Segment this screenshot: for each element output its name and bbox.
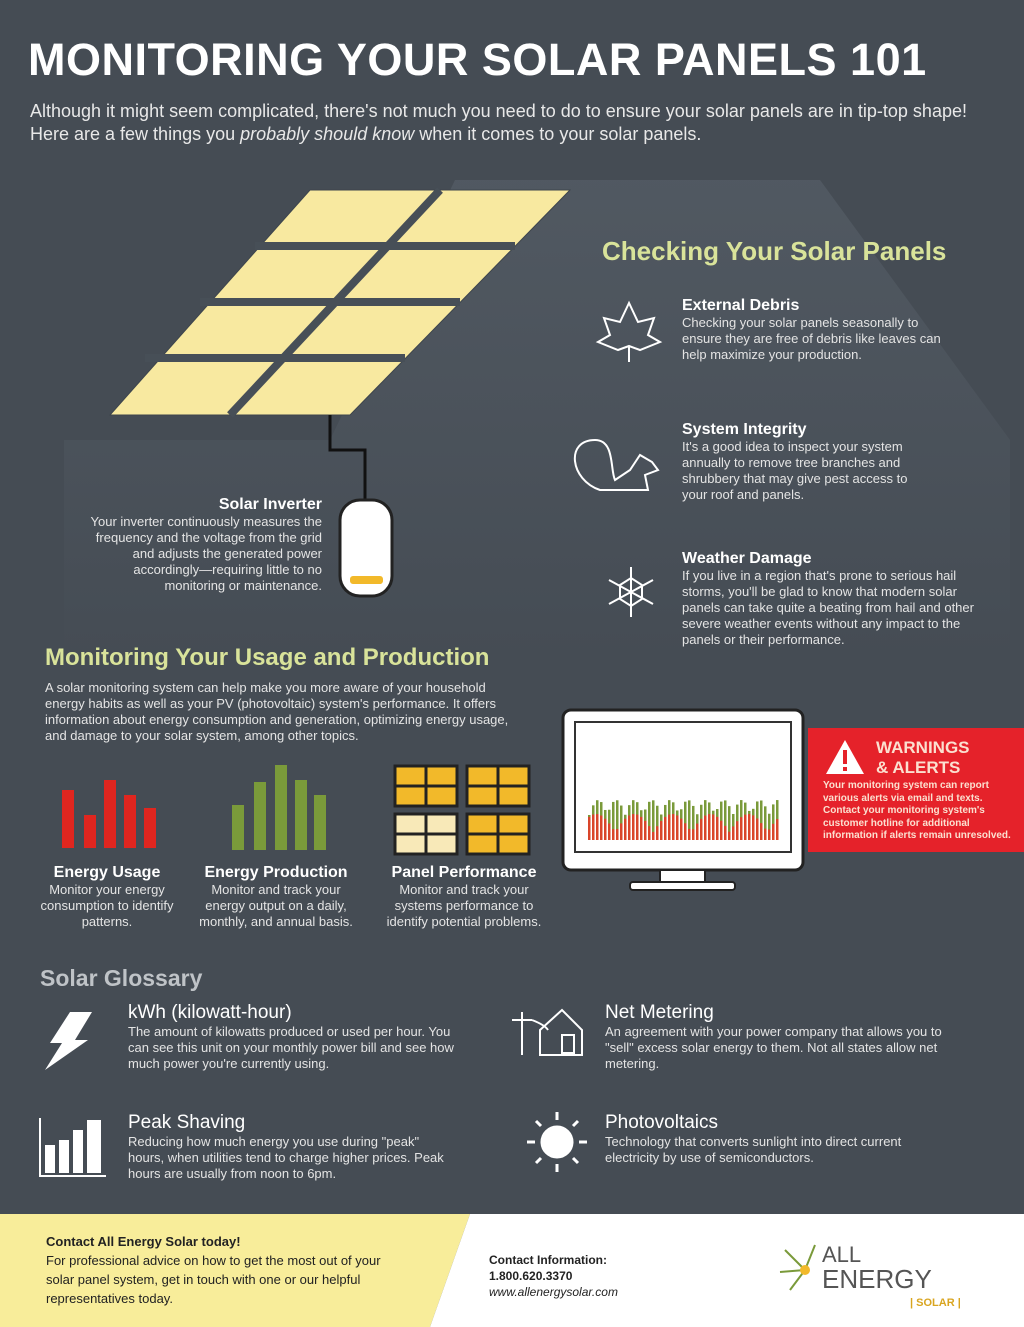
monitor-graph-bar [680, 819, 683, 840]
checking-item-integrity: System Integrity It's a good idea to inspect your system annually to remove tree branches and shrubbery that may give pest access to your roof and panels. [682, 421, 908, 502]
monitor-graph-bar [628, 816, 631, 840]
usage-heading: Monitoring Your Usage and Production [45, 644, 490, 671]
monitor-graph-bar [648, 826, 651, 840]
monitor-graph-bar [700, 819, 703, 840]
monitor-graph-bar [740, 817, 743, 840]
monitor-icon [563, 710, 803, 890]
monitor-graph-bar [728, 832, 731, 840]
monitor-graph-bar [748, 814, 751, 840]
monitor-graph-bar [684, 823, 687, 840]
intro-text: Although it might seem complicated, there's not much you need to do to ensure your solar panels are in tip-top shape! Here are a few things you probably should know when it comes to your solar panels. [30, 101, 967, 144]
monitor-graph-bar [616, 829, 619, 840]
monitor-graph-bar [608, 824, 611, 840]
monitor-graph-bar [612, 829, 615, 840]
glossary-item-kwh: kWh (kilowatt-hour) The amount of kilowatts produced or used per hour. You can see this unit on your monthly power bill and see how much power you're currently using. [128, 1002, 454, 1071]
monitor-graph-bar [736, 821, 739, 840]
sun-icon [527, 1112, 587, 1172]
energy-usage-bars-icon [62, 780, 156, 848]
monitor-graph-bar [668, 815, 671, 840]
footer-contact: Contact Information: 1.800.620.3370 www.allenergysolar.com [489, 1253, 618, 1299]
monitor-graph-bar [656, 826, 659, 840]
page-title: MONITORING YOUR SOLAR PANELS 101 [28, 34, 927, 85]
panel-performance-icon [395, 766, 529, 854]
monitor-graph-bar [776, 819, 779, 840]
monitor-graph-bar [676, 815, 679, 840]
glossary-item-peak-shaving: Peak Shaving Reducing how much energy you use during "peak" hours, when utilities tend to charge higher prices. Peak hours are usually from noon to 6pm. [128, 1112, 444, 1181]
lightning-icon [45, 1012, 92, 1070]
phone-number[interactable]: 1.800.620.3370 [489, 1269, 573, 1283]
monitor-graph-bar [592, 815, 595, 840]
monitor-graph-bar [732, 826, 735, 840]
monitor-graph-bar [672, 814, 675, 840]
monitor-graph-bar [724, 826, 727, 840]
glossary-heading: Solar Glossary [40, 965, 203, 991]
monitor-graph-bar [704, 816, 707, 840]
monitor-graph-bar [692, 829, 695, 840]
monitor-graph-bar [752, 815, 755, 840]
usage-item-energy-production: Energy Production Monitor and track your energy output on a daily, monthly, and annual basis. [199, 864, 353, 929]
monitor-graph-bar [664, 817, 667, 840]
monitor-graph-bar [624, 819, 627, 840]
inverter-icon [340, 500, 392, 596]
monitor-graph-bar [588, 817, 591, 840]
monitor-graph-bar [716, 817, 719, 840]
usage-item-energy-usage: Energy Usage Monitor your energy consumption to identify patterns. [40, 864, 174, 929]
all-energy-logo: ALL ENERGY | SOLAR | [822, 1242, 961, 1309]
glossary-item-photovoltaics: Photovoltaics Technology that converts sunlight into direct current electricity by use of semiconductors. [605, 1112, 902, 1165]
monitor-graph-bar [636, 815, 639, 840]
monitor-graph-bar [644, 821, 647, 840]
bar-chart-icon [40, 1118, 106, 1176]
monitor-graph-bar [764, 829, 767, 840]
checking-heading: Checking Your Solar Panels [602, 236, 947, 266]
monitor-graph-bar [720, 821, 723, 840]
monitor-graph-bar [708, 814, 711, 840]
monitor-graph-bar [756, 819, 759, 840]
monitor-graph-bar [772, 824, 775, 840]
monitor-graph-bar [744, 815, 747, 840]
warnings-alerts-box: WARNINGS & ALERTS Your monitoring system can report various alerts via email and texts. Contact your monitoring system's customer hotline for additional information if alerts remain unresolved. [808, 728, 1024, 852]
monitor-graph-bar [712, 814, 715, 840]
monitor-graph-bar [632, 814, 635, 840]
monitor-graph-bar [696, 824, 699, 840]
monitor-graph-bar [760, 823, 763, 840]
energy-production-bars-icon [232, 765, 326, 850]
checking-item-weather: Weather Damage If you live in a region that's prone to serious hail storms, you'll be glad to know that modern solar panels can take quite a beating from hail and other severe weather events without any impact to the panels or their performance. [682, 550, 974, 647]
monitor-graph-bar [652, 832, 655, 840]
house-power-line-icon [512, 1010, 582, 1055]
inverter-info: Solar Inverter Your inverter continuously measures the frequency and the voltage from the grid and adjusts the generated power accordingly—requiring little to no monitoring or maintenance. [90, 496, 322, 593]
monitor-graph-bar [604, 819, 607, 840]
warning-triangle-icon [824, 738, 866, 776]
monitor-graph-bar [640, 817, 643, 840]
usage-item-panel-performance: Panel Performance Monitor and track your systems performance to identify potential problems. [386, 864, 542, 929]
monitor-graph-bar [600, 816, 603, 840]
usage-text: A solar monitoring system can help make you more aware of your household energy habits as well as your PV (photovoltaic) system's performance. It offers information about energy consumption and generation, optimizing energy usage, and damage to your solar system, among other topics. [45, 680, 509, 743]
monitor-graph-bar [620, 823, 623, 840]
monitor-graph-bar [596, 814, 599, 840]
website-link[interactable]: www.allenergysolar.com [489, 1285, 618, 1299]
monitor-graph-bar [660, 821, 663, 840]
checking-item-debris: External Debris Checking your solar panels seasonally to ensure they are free of debris like leaves can help maximize your production. [682, 297, 941, 362]
monitor-graph-bar [688, 829, 691, 840]
monitor-graph-bar [768, 829, 771, 840]
glossary-item-net-metering: Net Metering An agreement with your power company that allows you to "sell" excess solar energy to them. Not all states allow net metering. [605, 1002, 942, 1071]
footer-cta: Contact All Energy Solar today! For professional advice on how to get the most out of your solar panel system, get in touch with one or our helpful representatives today. [46, 1234, 381, 1306]
